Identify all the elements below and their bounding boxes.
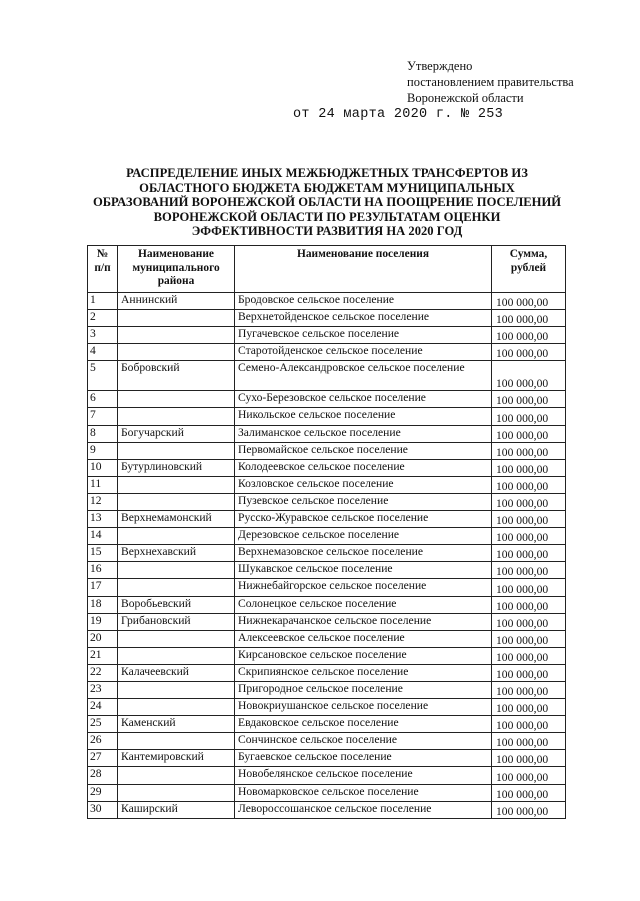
- table-row: [88, 344, 566, 361]
- table-row: [88, 459, 566, 476]
- cell-num: 14: [88, 528, 118, 545]
- cell-settlement: Пугачевское сельское поселение: [235, 327, 492, 344]
- cell-num: 10: [88, 459, 118, 476]
- header-sum: Сумма, рублей: [492, 246, 566, 293]
- cell-sum: 100 000,00: [492, 528, 566, 545]
- approval-block: [407, 58, 574, 106]
- cell-district: Аннинский: [118, 293, 235, 310]
- cell-num: 19: [88, 613, 118, 630]
- cell-settlement: Русско-Журавское сельское поселение: [235, 511, 492, 528]
- cell-district: [118, 476, 235, 493]
- cell-sum: 100 000,00: [492, 327, 566, 344]
- cell-num: 4: [88, 344, 118, 361]
- cell-settlement: Старотойденское сельское поселение: [235, 344, 492, 361]
- cell-sum: 100 000,00: [492, 664, 566, 681]
- cell-sum: 100 000,00: [492, 344, 566, 361]
- cell-district: [118, 442, 235, 459]
- table-row: [88, 528, 566, 545]
- cell-sum: 100 000,00: [492, 750, 566, 767]
- table-row: [88, 562, 566, 579]
- table-row: [88, 681, 566, 698]
- cell-settlement: Нижнебайгорское сельское поселение: [235, 579, 492, 596]
- table-row: [88, 545, 566, 562]
- cell-district: Грибановский: [118, 613, 235, 630]
- cell-district: [118, 408, 235, 425]
- cell-sum: 100 000,00: [492, 613, 566, 630]
- cell-district: [118, 327, 235, 344]
- cell-num: 6: [88, 391, 118, 408]
- cell-district: Воробьевский: [118, 596, 235, 613]
- cell-sum: 100 000,00: [492, 784, 566, 801]
- document-title: РАСПРЕДЕЛЕНИЕ ИНЫХ МЕЖБЮДЖЕТНЫХ ТРАНСФЕРТОВ ИЗ ОБЛАСТНОГО БЮДЖЕТА БЮДЖЕТАМ МУНИЦИПАЛЬНЫХ ОБРАЗОВАНИЙ ВОРОНЕЖСКОЙ ОБЛАСТИ НА ПООЩРЕНИЕ ПОСЕЛЕНИЙ ВОРОНЕЖСКОЙ ОБЛАСТИ ПО РЕЗУЛЬТАТАМ ОЦЕНКИ ЭФФЕКТИВНОСТИ РАЗВИТИЯ НА 2020 ГОД: [92, 166, 562, 239]
- cell-district: Калачеевский: [118, 664, 235, 681]
- cell-sum: 100 000,00: [492, 493, 566, 510]
- cell-num: 13: [88, 511, 118, 528]
- table-row: [88, 327, 566, 344]
- cell-settlement: Верхнетойденское сельское поселение: [235, 310, 492, 327]
- cell-num: 17: [88, 579, 118, 596]
- cell-num: 5: [88, 361, 118, 391]
- cell-num: 28: [88, 767, 118, 784]
- cell-settlement: Новобелянское сельское поселение: [235, 767, 492, 784]
- cell-district: Бобровский: [118, 361, 235, 391]
- cell-settlement: Сончинское сельское поселение: [235, 733, 492, 750]
- table-row: [88, 293, 566, 310]
- table-row: [88, 361, 566, 391]
- cell-district: Кантемировский: [118, 750, 235, 767]
- cell-settlement: Пузевское сельское поселение: [235, 493, 492, 510]
- table-row: [88, 493, 566, 510]
- cell-sum: 100 000,00: [492, 733, 566, 750]
- cell-settlement: Солонецкое сельское поселение: [235, 596, 492, 613]
- cell-settlement: Евдаковское сельское поселение: [235, 716, 492, 733]
- cell-num: 30: [88, 801, 118, 818]
- cell-num: 29: [88, 784, 118, 801]
- table-row: [88, 511, 566, 528]
- table-row: [88, 408, 566, 425]
- cell-num: 7: [88, 408, 118, 425]
- cell-district: [118, 579, 235, 596]
- cell-sum: 100 000,00: [492, 596, 566, 613]
- cell-district: [118, 344, 235, 361]
- header-settlement: Наименование поселения: [235, 246, 492, 293]
- cell-sum: 100 000,00: [492, 408, 566, 425]
- cell-settlement: Шукавское сельское поселение: [235, 562, 492, 579]
- table-row: [88, 579, 566, 596]
- table-row: [88, 391, 566, 408]
- table-row: [88, 613, 566, 630]
- cell-settlement: Новокриушанское сельское поселение: [235, 699, 492, 716]
- cell-district: [118, 767, 235, 784]
- cell-sum: 100 000,00: [492, 630, 566, 647]
- cell-settlement: Нижнекарачанское сельское поселение: [235, 613, 492, 630]
- cell-num: 9: [88, 442, 118, 459]
- cell-district: Каменский: [118, 716, 235, 733]
- table-row: [88, 596, 566, 613]
- cell-num: 8: [88, 425, 118, 442]
- approval-line-1: Утверждено: [407, 59, 473, 73]
- table-row: [88, 699, 566, 716]
- cell-num: 15: [88, 545, 118, 562]
- cell-district: [118, 391, 235, 408]
- cell-district: Верхнехавский: [118, 545, 235, 562]
- approval-line-3: Воронежской области: [407, 91, 524, 105]
- cell-district: Бутурлиновский: [118, 459, 235, 476]
- header-num: № п/п: [88, 246, 118, 293]
- cell-settlement: Верхнемазовское сельское поселение: [235, 545, 492, 562]
- cell-num: 22: [88, 664, 118, 681]
- cell-district: [118, 681, 235, 698]
- cell-sum: 100 000,00: [492, 361, 566, 391]
- cell-settlement: Пригородное сельское поселение: [235, 681, 492, 698]
- table-row: [88, 647, 566, 664]
- cell-settlement: Скрипиянское сельское поселение: [235, 664, 492, 681]
- cell-sum: 100 000,00: [492, 425, 566, 442]
- cell-sum: 100 000,00: [492, 391, 566, 408]
- table-row: [88, 733, 566, 750]
- cell-sum: 100 000,00: [492, 459, 566, 476]
- cell-settlement: Бродовское сельское поселение: [235, 293, 492, 310]
- cell-district: [118, 562, 235, 579]
- cell-sum: 100 000,00: [492, 310, 566, 327]
- cell-settlement: Бугаевское сельское поселение: [235, 750, 492, 767]
- cell-num: 1: [88, 293, 118, 310]
- cell-sum: 100 000,00: [492, 681, 566, 698]
- cell-sum: 100 000,00: [492, 476, 566, 493]
- cell-num: 11: [88, 476, 118, 493]
- table-row: [88, 310, 566, 327]
- table-row: [88, 801, 566, 818]
- table-row: [88, 716, 566, 733]
- distribution-table: [87, 245, 566, 819]
- cell-sum: 100 000,00: [492, 579, 566, 596]
- table-row: [88, 664, 566, 681]
- cell-district: [118, 310, 235, 327]
- cell-sum: 100 000,00: [492, 716, 566, 733]
- cell-district: [118, 784, 235, 801]
- cell-sum: 100 000,00: [492, 442, 566, 459]
- table-row: [88, 767, 566, 784]
- cell-num: 26: [88, 733, 118, 750]
- cell-num: 20: [88, 630, 118, 647]
- cell-district: [118, 528, 235, 545]
- decree-date: от 24 марта 2020 г. № 253: [293, 107, 504, 122]
- cell-sum: 100 000,00: [492, 647, 566, 664]
- cell-num: 18: [88, 596, 118, 613]
- cell-num: 16: [88, 562, 118, 579]
- cell-settlement: Алексеевское сельское поселение: [235, 630, 492, 647]
- table-row: [88, 784, 566, 801]
- table-header-row: [88, 246, 566, 293]
- cell-settlement: Новомарковское сельское поселение: [235, 784, 492, 801]
- cell-settlement: Семено-Александровское сельское поселение: [235, 361, 492, 391]
- cell-settlement: Козловское сельское поселение: [235, 476, 492, 493]
- table-row: [88, 750, 566, 767]
- cell-sum: 100 000,00: [492, 699, 566, 716]
- cell-district: [118, 493, 235, 510]
- table-row: [88, 476, 566, 493]
- cell-sum: 100 000,00: [492, 511, 566, 528]
- cell-district: [118, 630, 235, 647]
- approval-line-2: постановлением правительства: [407, 75, 574, 89]
- cell-district: Верхнемамонский: [118, 511, 235, 528]
- cell-num: 24: [88, 699, 118, 716]
- cell-settlement: Кирсановское сельское поселение: [235, 647, 492, 664]
- cell-num: 21: [88, 647, 118, 664]
- cell-settlement: Никольское сельское поселение: [235, 408, 492, 425]
- cell-settlement: Дерезовское сельское поселение: [235, 528, 492, 545]
- cell-district: [118, 699, 235, 716]
- cell-sum: 100 000,00: [492, 801, 566, 818]
- cell-settlement: Залиманское сельское поселение: [235, 425, 492, 442]
- table-body: [88, 293, 566, 819]
- cell-district: Каширский: [118, 801, 235, 818]
- cell-district: [118, 733, 235, 750]
- cell-num: 23: [88, 681, 118, 698]
- cell-num: 12: [88, 493, 118, 510]
- cell-settlement: Левороссошанское сельское поселение: [235, 801, 492, 818]
- cell-sum: 100 000,00: [492, 293, 566, 310]
- cell-sum: 100 000,00: [492, 767, 566, 784]
- cell-district: [118, 647, 235, 664]
- cell-num: 2: [88, 310, 118, 327]
- cell-num: 25: [88, 716, 118, 733]
- header-district: Наименование муниципального района: [118, 246, 235, 293]
- table-row: [88, 630, 566, 647]
- cell-num: 27: [88, 750, 118, 767]
- cell-settlement: Сухо-Березовское сельское поселение: [235, 391, 492, 408]
- cell-sum: 100 000,00: [492, 545, 566, 562]
- cell-sum: 100 000,00: [492, 562, 566, 579]
- cell-num: 3: [88, 327, 118, 344]
- cell-settlement: Колодеевское сельское поселение: [235, 459, 492, 476]
- table-row: [88, 442, 566, 459]
- table-row: [88, 425, 566, 442]
- cell-settlement: Первомайское сельское поселение: [235, 442, 492, 459]
- cell-district: Богучарский: [118, 425, 235, 442]
